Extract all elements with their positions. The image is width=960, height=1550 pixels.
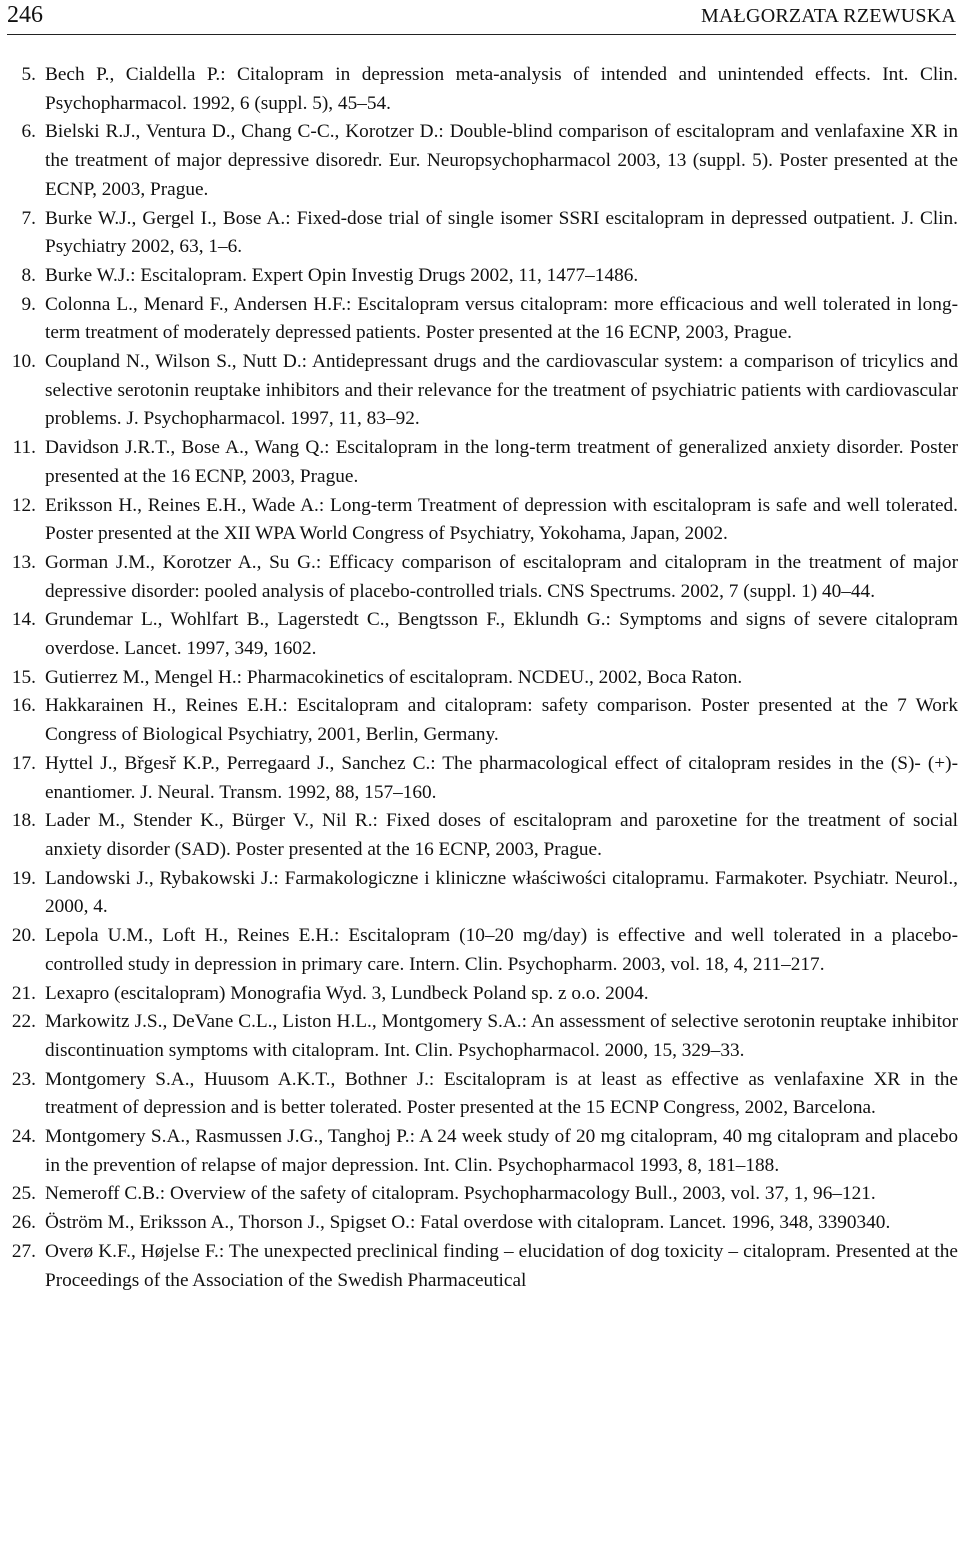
reference-text: Coupland N., Wilson S., Nutt D.: Antidepressant drugs and the cardiovascular system: a comparison of tricylics and selective serotonin reuptake inhibitors and their relevance for the treatment of psychiatric patients with cardiovascular problems. J. Psychopharmacol. 1997, 11, 83–92. (45, 351, 958, 430)
reference-item (0, 807, 960, 864)
reference-number: 21. (11, 982, 36, 1004)
reference-number: 9. (21, 293, 36, 315)
reference-text: Hyttel J., Břgesř K.P., Perregaard J., Sanchez C.: The pharmacological effect of citalopram resides in the (S)- (+)-enantiomer. J. Neural. Transm. 1992, 88, 157–160. (45, 752, 958, 803)
reference-item (0, 1238, 960, 1295)
reference-item (0, 922, 960, 979)
reference-text: Lexapro (escitalopram) Monografia Wyd. 3, Lundbeck Poland sp. z o.o. 2004. (45, 982, 649, 1004)
reference-number: 24. (11, 1126, 36, 1148)
reference-text: Montgomery S.A., Huusom A.K.T., Bothner J.: Escitalopram is at least as effective as venlafaxine XR in the treatment of depression and is better tolerated. Poster presented at the 15 ECNP Congress, 2002, Barcelona. (45, 1068, 958, 1119)
page-number: 246 (7, 2, 43, 28)
reference-number: 26. (11, 1212, 36, 1234)
reference-item (0, 664, 960, 693)
reference-item (0, 434, 960, 491)
reference-item (0, 61, 960, 118)
reference-item (0, 492, 960, 549)
reference-number: 19. (11, 867, 36, 889)
reference-text: Gorman J.M., Korotzer A., Su G.: Efficacy comparison of escitalopram and citalopram in the treatment of major depressive disorder: pooled analysis of placebo-controlled trials. CNS Spectrums. 2002, 7 (suppl. 1) 40–44. (45, 551, 958, 602)
reference-item (0, 980, 960, 1009)
reference-text: Montgomery S.A., Rasmussen J.G., Tanghoj P.: A 24 week study of 20 mg citalopram, 40 mg citalopram and placebo in the prevention of relapse of major depression. Int. Clin. Psychopharmacol 1993, 8, 181–188. (45, 1126, 958, 1176)
reference-text: Markowitz J.S., DeVane C.L., Liston H.L., Montgomery S.A.: An assessment of selective serotonin reuptake inhibitor discontinuation symptoms with citalopram. Int. Clin. Psychopharmacol. 2000, 15, 329–33. (45, 1011, 958, 1061)
reference-number: 22. (11, 1011, 36, 1033)
reference-text: Öström M., Eriksson A., Thorson J., Spigset O.: Fatal overdose with citalopram. Lancet. 1996, 348, 3390340. (45, 1212, 891, 1234)
reference-item (0, 1123, 960, 1180)
reference-list (0, 61, 960, 1295)
reference-item (0, 118, 960, 204)
reference-number: 5. (21, 64, 36, 85)
reference-text: Grundemar L., Wohlfart B., Lagerstedt C., Bengtsson F., Eklundh G.: Symptoms and signs of severe citalopram overdose. Lancet. 1997, 349, 1602. (45, 609, 958, 660)
reference-text: Eriksson H., Reines E.H., Wade A.: Long-term Treatment of depression with escitalopram is safe and well tolerated. Poster presented at the XII WPA World Congress of Psychiatry, Yokohama, Japan, 2002. (45, 494, 958, 545)
reference-number: 18. (11, 810, 36, 832)
reference-number: 10. (11, 351, 36, 373)
reference-number: 6. (21, 121, 36, 143)
reference-number: 12. (11, 494, 36, 516)
reference-text: Lepola U.M., Loft H., Reines E.H.: Escitalopram (10–20 mg/day) is effective and well tolerated in a placebo-controlled study in depression in primary care. Intern. Clin. Psychopharm. 2003, vol. 18, 4, 211–217. (45, 925, 958, 975)
reference-item (0, 750, 960, 807)
page-header (7, 0, 956, 35)
reference-text: Colonna L., Menard F., Andersen H.F.: Escitalopram versus citalopram: more efficacious and well tolerated in long-term treatment of moderately depressed patients. Poster presented at the 16 ECNP, 2003, Prague. (45, 293, 958, 344)
reference-number: 16. (11, 695, 36, 717)
reference-number: 7. (21, 207, 36, 229)
reference-number: 14. (11, 609, 36, 631)
reference-text: Landowski J., Rybakowski J.: Farmakologiczne i kliniczne właściwości citalopramu. Farmakoter. Psychiatr. Neurol., 2000, 4. (45, 867, 958, 918)
reference-item (0, 205, 960, 262)
reference-number: 11. (12, 437, 36, 459)
reference-item (0, 1008, 960, 1065)
reference-item (0, 1180, 960, 1209)
reference-number: 8. (21, 264, 36, 286)
reference-number: 27. (11, 1240, 36, 1262)
reference-text: Burke W.J., Gergel I., Bose A.: Fixed-dose trial of single isomer SSRI escitalopram in depressed outpatient. J. Clin. Psychiatry 2002, 63, 1–6. (45, 207, 958, 258)
running-head-author: MAŁGORZATA RZEWUSKA (701, 5, 956, 27)
reference-text: Burke W.J.: Escitalopram. Expert Opin Investig Drugs 2002, 11, 1477–1486. (45, 264, 639, 286)
reference-number: 23. (11, 1068, 36, 1090)
reference-item (0, 865, 960, 922)
reference-text: Gutierrez M., Mengel H.: Pharmacokinetics of escitalopram. NCDEU., 2002, Boca Raton. (45, 666, 743, 688)
reference-number: 25. (11, 1183, 36, 1205)
reference-item (0, 692, 960, 749)
reference-number: 20. (11, 925, 36, 947)
reference-item (0, 606, 960, 663)
reference-number: 17. (11, 752, 36, 774)
reference-text: Bech P., Cialdella P.: Citalopram in depression meta-analysis of intended and unintended effects. Int. Clin. Psychopharmacol. 1992, 6 (suppl. 5), 45–54. (45, 64, 958, 114)
reference-item (0, 262, 960, 291)
reference-text: Nemeroff C.B.: Overview of the safety of citalopram. Psychopharmacology Bull., 2003, vol. 37, 1, 96–121. (45, 1183, 876, 1205)
reference-item (0, 1066, 960, 1123)
reference-text: Davidson J.R.T., Bose A., Wang Q.: Escitalopram in the long-term treatment of generalized anxiety disorder. Poster presented at the 16 ECNP, 2003, Prague. (45, 437, 958, 487)
reference-text: Lader M., Stender K., Bürger V., Nil R.: Fixed doses of escitalopram and paroxetine for the treatment of social anxiety disorder (SAD). Poster presented at the 16 ECNP, 2003, Prague. (45, 810, 958, 860)
reference-item (0, 549, 960, 606)
reference-text: Overø K.F., Højelse F.: The unexpected preclinical finding – elucidation of dog toxicity – citalopram. Presented at the Proceedings of the Association of the Swedish Pharmaceutical (45, 1240, 958, 1291)
reference-number: 13. (11, 551, 36, 573)
reference-item (0, 291, 960, 348)
reference-item (0, 348, 960, 434)
reference-text: Hakkarainen H., Reines E.H.: Escitalopram and citalopram: safety comparison. Poster presented at the 7 Work Congress of Biological Psychiatry, 2001, Berlin, Germany. (45, 695, 958, 746)
reference-number: 15. (11, 666, 36, 688)
reference-text: Bielski R.J., Ventura D., Chang C-C., Korotzer D.: Double-blind comparison of escitalopram and venlafaxine XR in the treatment of major depressive disoredr. Eur. Neuropsychopharmacol 2003, 13 (suppl. 5). Poster presented at the ECNP, 2003, Prague. (45, 121, 958, 200)
reference-item (0, 1209, 960, 1238)
